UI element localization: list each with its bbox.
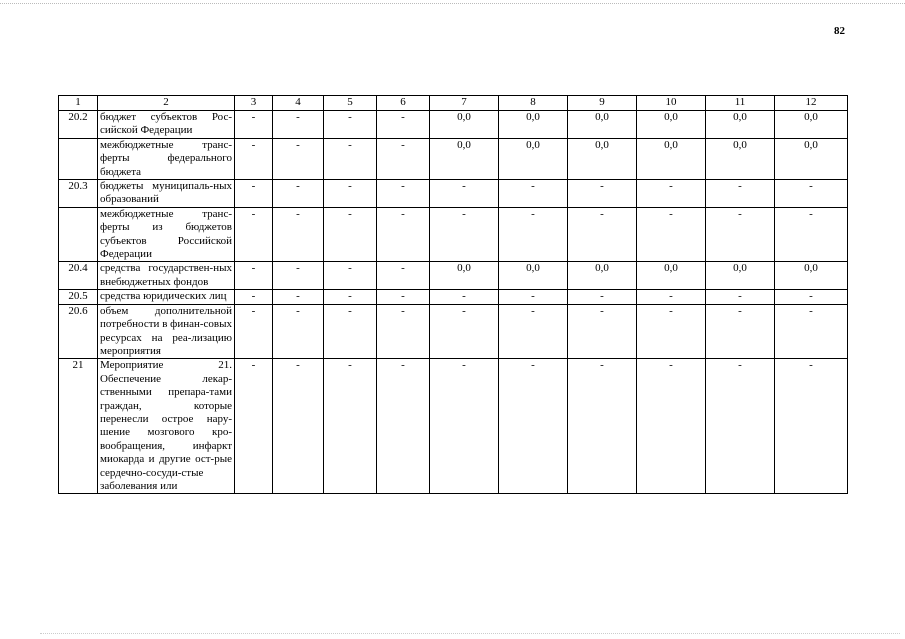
row-value: - <box>377 180 430 208</box>
row-value: 0,0 <box>775 138 848 179</box>
row-value: - <box>775 304 848 359</box>
row-value: - <box>568 304 637 359</box>
row-value: - <box>499 359 568 494</box>
row-value: - <box>324 304 377 359</box>
row-value: - <box>377 138 430 179</box>
column-header: 5 <box>324 96 377 111</box>
row-value: - <box>235 359 273 494</box>
table-row <box>59 111 848 139</box>
row-value: - <box>706 304 775 359</box>
row-number <box>59 207 98 262</box>
column-header: 6 <box>377 96 430 111</box>
row-value: 0,0 <box>637 111 706 139</box>
row-value: - <box>706 359 775 494</box>
row-value: - <box>235 290 273 304</box>
column-header: 4 <box>273 96 324 111</box>
row-value: - <box>273 207 324 262</box>
row-value: 0,0 <box>637 138 706 179</box>
row-value: - <box>377 304 430 359</box>
row-value: 0,0 <box>499 138 568 179</box>
row-value: 0,0 <box>499 111 568 139</box>
row-value: 0,0 <box>775 111 848 139</box>
row-name: средства государствен-ных внебюджетных фондов <box>98 262 235 290</box>
row-value: - <box>377 262 430 290</box>
column-header: 12 <box>775 96 848 111</box>
column-header: 7 <box>430 96 499 111</box>
row-name: бюджет субъектов Рос-сийской Федерации <box>98 111 235 139</box>
row-value: - <box>273 359 324 494</box>
row-value: 0,0 <box>706 138 775 179</box>
row-value: - <box>273 180 324 208</box>
row-value: 0,0 <box>499 262 568 290</box>
row-value: - <box>775 290 848 304</box>
row-value: - <box>324 262 377 290</box>
row-value: - <box>637 290 706 304</box>
row-value: 0,0 <box>430 138 499 179</box>
budget-table <box>58 95 848 494</box>
row-name: межбюджетные транс-ферты федерального бюджета <box>98 138 235 179</box>
row-name: средства юридических лиц <box>98 290 235 304</box>
row-number: 20.4 <box>59 262 98 290</box>
row-value: - <box>273 111 324 139</box>
column-header: 3 <box>235 96 273 111</box>
top-scan-edge <box>0 3 905 4</box>
row-value: 0,0 <box>568 138 637 179</box>
row-number: 20.6 <box>59 304 98 359</box>
row-value: 0,0 <box>706 262 775 290</box>
row-value: - <box>499 304 568 359</box>
row-value: 0,0 <box>706 111 775 139</box>
row-value: - <box>499 180 568 208</box>
table-row <box>59 262 848 290</box>
table-row <box>59 138 848 179</box>
column-header: 2 <box>98 96 235 111</box>
row-value: - <box>430 290 499 304</box>
row-value: 0,0 <box>568 111 637 139</box>
row-value: - <box>775 359 848 494</box>
row-value: 0,0 <box>637 262 706 290</box>
row-value: 0,0 <box>568 262 637 290</box>
row-value: - <box>273 290 324 304</box>
column-header: 9 <box>568 96 637 111</box>
row-value: - <box>235 138 273 179</box>
table-row <box>59 290 848 304</box>
row-name: Мероприятие 21. Обеспечение лекар-ственными препара-тами граждан, которые перенесли острое нару-шение мозгового кро-вообращения, инфаркт миокарда и другие ост-рые сердечно-сосуди-стые заболевания или <box>98 359 235 494</box>
row-number: 20.2 <box>59 111 98 139</box>
column-header: 10 <box>637 96 706 111</box>
row-name: межбюджетные транс-ферты из бюджетов субъектов Российской Федерации <box>98 207 235 262</box>
row-value: 0,0 <box>430 111 499 139</box>
table-row <box>59 180 848 208</box>
row-value: - <box>430 359 499 494</box>
row-value: - <box>273 304 324 359</box>
row-value: - <box>430 207 499 262</box>
table-body <box>59 96 848 494</box>
row-value: - <box>706 180 775 208</box>
row-number: 20.5 <box>59 290 98 304</box>
row-value: - <box>430 304 499 359</box>
row-name: бюджеты муниципаль-ных образований <box>98 180 235 208</box>
row-value: - <box>775 180 848 208</box>
page-number: 82 <box>834 25 845 37</box>
row-number: 20.3 <box>59 180 98 208</box>
bottom-scan-edge <box>40 633 900 634</box>
table-row <box>59 359 848 494</box>
row-value: - <box>324 359 377 494</box>
row-value: - <box>568 180 637 208</box>
column-header: 8 <box>499 96 568 111</box>
row-value: - <box>324 138 377 179</box>
row-value: - <box>273 138 324 179</box>
column-header: 11 <box>706 96 775 111</box>
row-value: 0,0 <box>430 262 499 290</box>
row-number <box>59 138 98 179</box>
row-value: - <box>637 180 706 208</box>
row-value: - <box>499 207 568 262</box>
row-value: - <box>377 359 430 494</box>
row-value: - <box>235 304 273 359</box>
row-value: - <box>637 359 706 494</box>
header-row <box>59 96 848 111</box>
row-value: - <box>324 111 377 139</box>
row-value: - <box>377 111 430 139</box>
row-value: - <box>235 111 273 139</box>
row-value: - <box>568 290 637 304</box>
row-value: - <box>235 207 273 262</box>
row-value: - <box>637 207 706 262</box>
row-value: - <box>324 290 377 304</box>
row-value: - <box>377 207 430 262</box>
row-value: - <box>273 262 324 290</box>
row-value: - <box>430 180 499 208</box>
row-value: 0,0 <box>775 262 848 290</box>
row-value: - <box>706 207 775 262</box>
row-value: - <box>324 180 377 208</box>
row-number: 21 <box>59 359 98 494</box>
table-row <box>59 304 848 359</box>
row-value: - <box>324 207 377 262</box>
row-value: - <box>568 359 637 494</box>
row-value: - <box>706 290 775 304</box>
row-name: объем дополнительной потребности в финан-совых ресурсах на реа-лизацию мероприятия <box>98 304 235 359</box>
row-value: - <box>568 207 637 262</box>
row-value: - <box>235 180 273 208</box>
row-value: - <box>775 207 848 262</box>
row-value: - <box>377 290 430 304</box>
table-row <box>59 207 848 262</box>
row-value: - <box>637 304 706 359</box>
column-header: 1 <box>59 96 98 111</box>
row-value: - <box>235 262 273 290</box>
row-value: - <box>499 290 568 304</box>
